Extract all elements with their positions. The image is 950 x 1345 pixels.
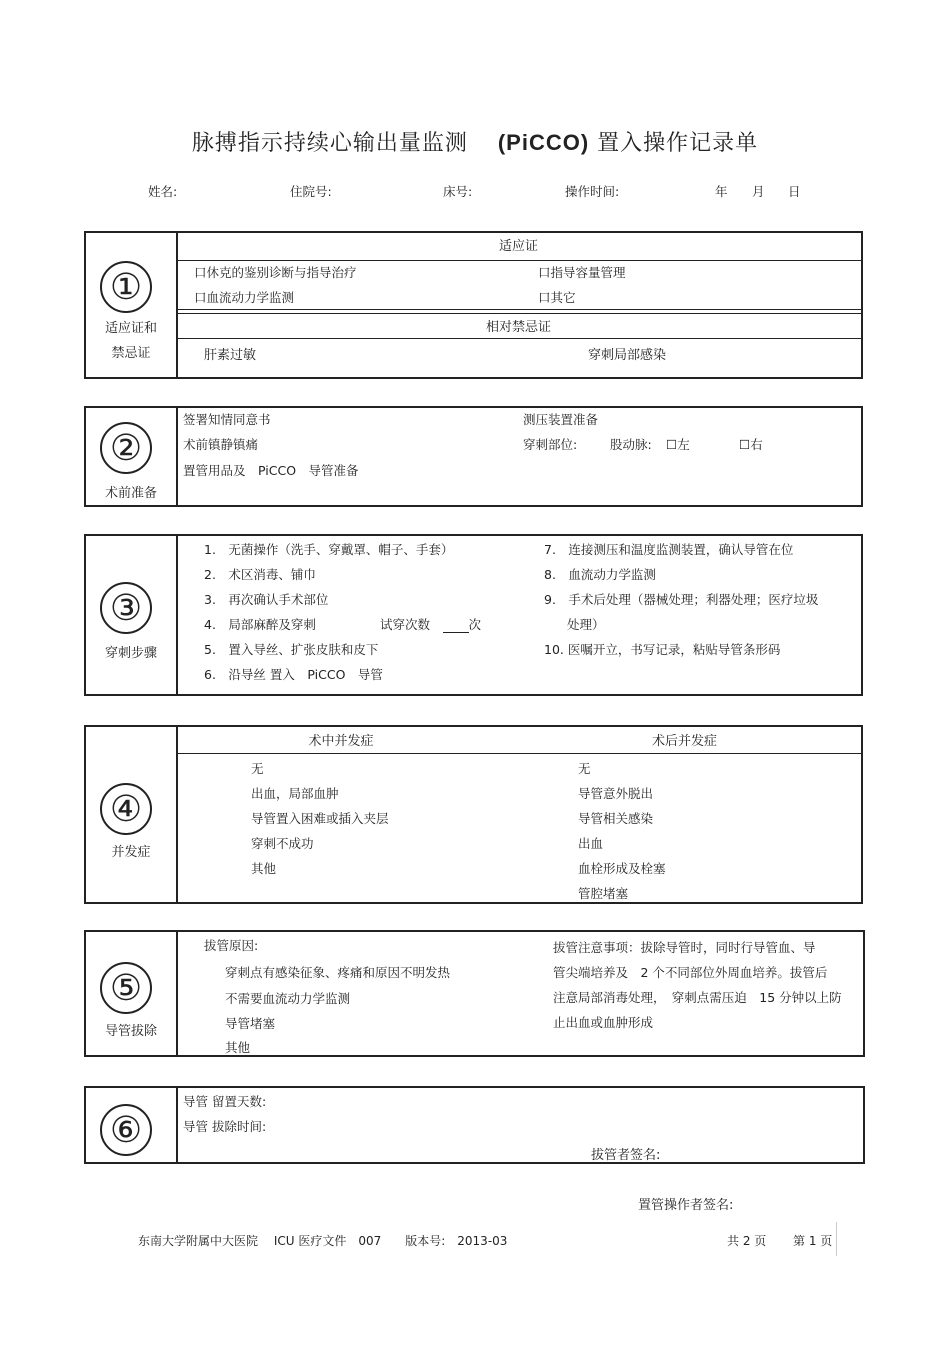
removal-reason-header: 拔管原因: bbox=[204, 938, 259, 953]
checkbox-item[interactable]: 口血流动力学监测 bbox=[194, 290, 295, 305]
page-edge-line bbox=[836, 1222, 837, 1256]
footer-page-number: 第 1 页 bbox=[793, 1234, 833, 1248]
inpatient-no-label: 住院号: bbox=[290, 184, 332, 199]
femoral-artery-label: 股动脉: bbox=[610, 437, 652, 452]
month-label: 月 bbox=[752, 184, 765, 199]
contraindications-header: 相对禁忌证 bbox=[485, 320, 551, 335]
step-item: 2. 术区消毒、铺巾 bbox=[204, 567, 316, 582]
section-number-3: ③ bbox=[100, 582, 152, 634]
section-puncture-steps bbox=[84, 534, 863, 696]
section-number-5: ⑤ bbox=[100, 962, 152, 1014]
form-title: 脉搏指示持续心输出量监测 (PiCCO) 置入操作记录单 bbox=[191, 130, 759, 156]
removal-notes: 拔管注意事项：拔除导管时，同时行导管血、导 bbox=[553, 940, 816, 955]
name-label: 姓名: bbox=[148, 184, 178, 199]
complication-item[interactable]: 导管意外脱出 bbox=[578, 786, 654, 801]
step-item: 处理） bbox=[567, 617, 605, 632]
step-item: 9. 手术后处理（器械处理；利器处理；医疗垃圾 bbox=[544, 592, 819, 607]
complication-item[interactable]: 无 bbox=[578, 761, 591, 776]
section-number-6: ⑥ bbox=[100, 1104, 152, 1156]
checkbox-item[interactable]: 口其它 bbox=[538, 290, 576, 305]
complication-item[interactable]: 管腔堵塞 bbox=[578, 886, 629, 901]
indications-header: 适应证 bbox=[498, 239, 538, 254]
right-checkbox[interactable]: ☐右 bbox=[739, 437, 763, 452]
footer-org: 东南大学附属中大医院 ICU 医疗文件 007 版本号: 2013-03 bbox=[138, 1234, 508, 1248]
complication-item[interactable]: 出血，局部血肿 bbox=[251, 786, 339, 801]
section-label: 穿刺步骤 bbox=[104, 646, 157, 661]
step-item: 6. 沿导丝 置入 PiCCO 导管 bbox=[204, 667, 383, 682]
puncture-site-label: 穿刺部位: bbox=[523, 437, 578, 452]
section-complications bbox=[84, 725, 863, 904]
complication-item[interactable]: 导管相关感染 bbox=[578, 811, 654, 826]
footer-total-pages: 共 2 页 bbox=[727, 1234, 767, 1248]
prep-item: 置管用品及 PiCCO 导管准备 bbox=[183, 463, 359, 478]
step-item: 4. 局部麻醉及穿刺 bbox=[204, 617, 316, 632]
removal-notes: 注意局部消毒处理， 穿刺点需压迫 15 分钟以上防 bbox=[553, 990, 842, 1005]
pressure-device-prep: 测压装置准备 bbox=[523, 412, 599, 427]
section-label: 导管拔除 bbox=[104, 1024, 157, 1039]
section-preop bbox=[84, 406, 863, 507]
removal-reason[interactable]: 导管堵塞 bbox=[225, 1016, 276, 1031]
section-label: 术前准备 bbox=[104, 486, 157, 501]
section-label: 禁忌证 bbox=[111, 346, 151, 361]
complication-item[interactable]: 其他 bbox=[251, 861, 277, 876]
removal-reason[interactable]: 其他 bbox=[225, 1040, 251, 1055]
section-number-4: ④ bbox=[100, 783, 152, 835]
checkbox-item[interactable]: 口休克的鉴别诊断与指导治疗 bbox=[194, 265, 357, 280]
step-item: 1. 无菌操作（洗手、穿戴罩、帽子、手套） bbox=[204, 542, 454, 557]
op-time-label: 操作时间: bbox=[565, 184, 620, 199]
step-item: 10. 医嘱开立，书写记录，粘贴导管条形码 bbox=[544, 642, 781, 657]
step-item: 8. 血流动力学监测 bbox=[544, 567, 656, 582]
prep-item: 签署知情同意书 bbox=[183, 412, 271, 427]
section-catheter-record bbox=[84, 1086, 865, 1164]
postop-header: 术后并发症 bbox=[651, 734, 717, 749]
complication-item[interactable]: 导管置入困难或插入夹层 bbox=[251, 811, 389, 826]
intraop-header: 术中并发症 bbox=[308, 734, 374, 749]
contraindication-item: 肝素过敏 bbox=[204, 348, 257, 363]
complication-item[interactable]: 穿刺不成功 bbox=[251, 836, 314, 851]
prep-item: 术前镇静镇痛 bbox=[183, 437, 259, 452]
complication-item[interactable]: 血栓形成及栓塞 bbox=[578, 861, 666, 876]
removal-notes: 管尖端培养及 2 个不同部位外周血培养。拔管后 bbox=[553, 965, 828, 980]
section-label: 适应证和 bbox=[104, 321, 157, 336]
remover-signature-field[interactable]: 拔管者签名: bbox=[591, 1148, 661, 1163]
left-checkbox[interactable]: ☐左 bbox=[666, 437, 690, 452]
contraindication-item: 穿刺局部感染 bbox=[588, 348, 667, 363]
step-item: 5. 置入导丝、扩张皮肤和皮下 bbox=[204, 642, 379, 657]
step-item: 3. 再次确认手术部位 bbox=[204, 592, 329, 607]
complication-item[interactable]: 出血 bbox=[578, 836, 604, 851]
complication-item[interactable]: 无 bbox=[251, 761, 264, 776]
removal-notes: 止出血或血肿形成 bbox=[553, 1015, 654, 1030]
day-label: 日 bbox=[788, 184, 801, 199]
year-label: 年 bbox=[715, 184, 728, 199]
operator-signature-field[interactable]: 置管操作者签名: bbox=[638, 1198, 734, 1213]
puncture-attempts[interactable]: 试穿次数 次 bbox=[380, 617, 482, 632]
bed-no-label: 床号: bbox=[443, 184, 473, 199]
section-number-2: ② bbox=[100, 422, 152, 474]
step-item: 7. 连接测压和温度监测装置，确认导管在位 bbox=[544, 542, 794, 557]
section-number-1: ① bbox=[100, 261, 152, 313]
section-indications bbox=[84, 231, 863, 379]
section-label: 并发症 bbox=[111, 845, 151, 860]
indwelling-days-field[interactable]: 导管 留置天数: bbox=[183, 1094, 267, 1109]
removal-time-field[interactable]: 导管 拔除时间: bbox=[183, 1119, 267, 1134]
section-catheter-removal bbox=[84, 930, 865, 1057]
checkbox-item[interactable]: 口指导容量管理 bbox=[538, 265, 626, 280]
removal-reason[interactable]: 不需要血流动力学监测 bbox=[225, 991, 351, 1006]
removal-reason[interactable]: 穿刺点有感染征象、疼痛和原因不明发热 bbox=[225, 965, 451, 980]
